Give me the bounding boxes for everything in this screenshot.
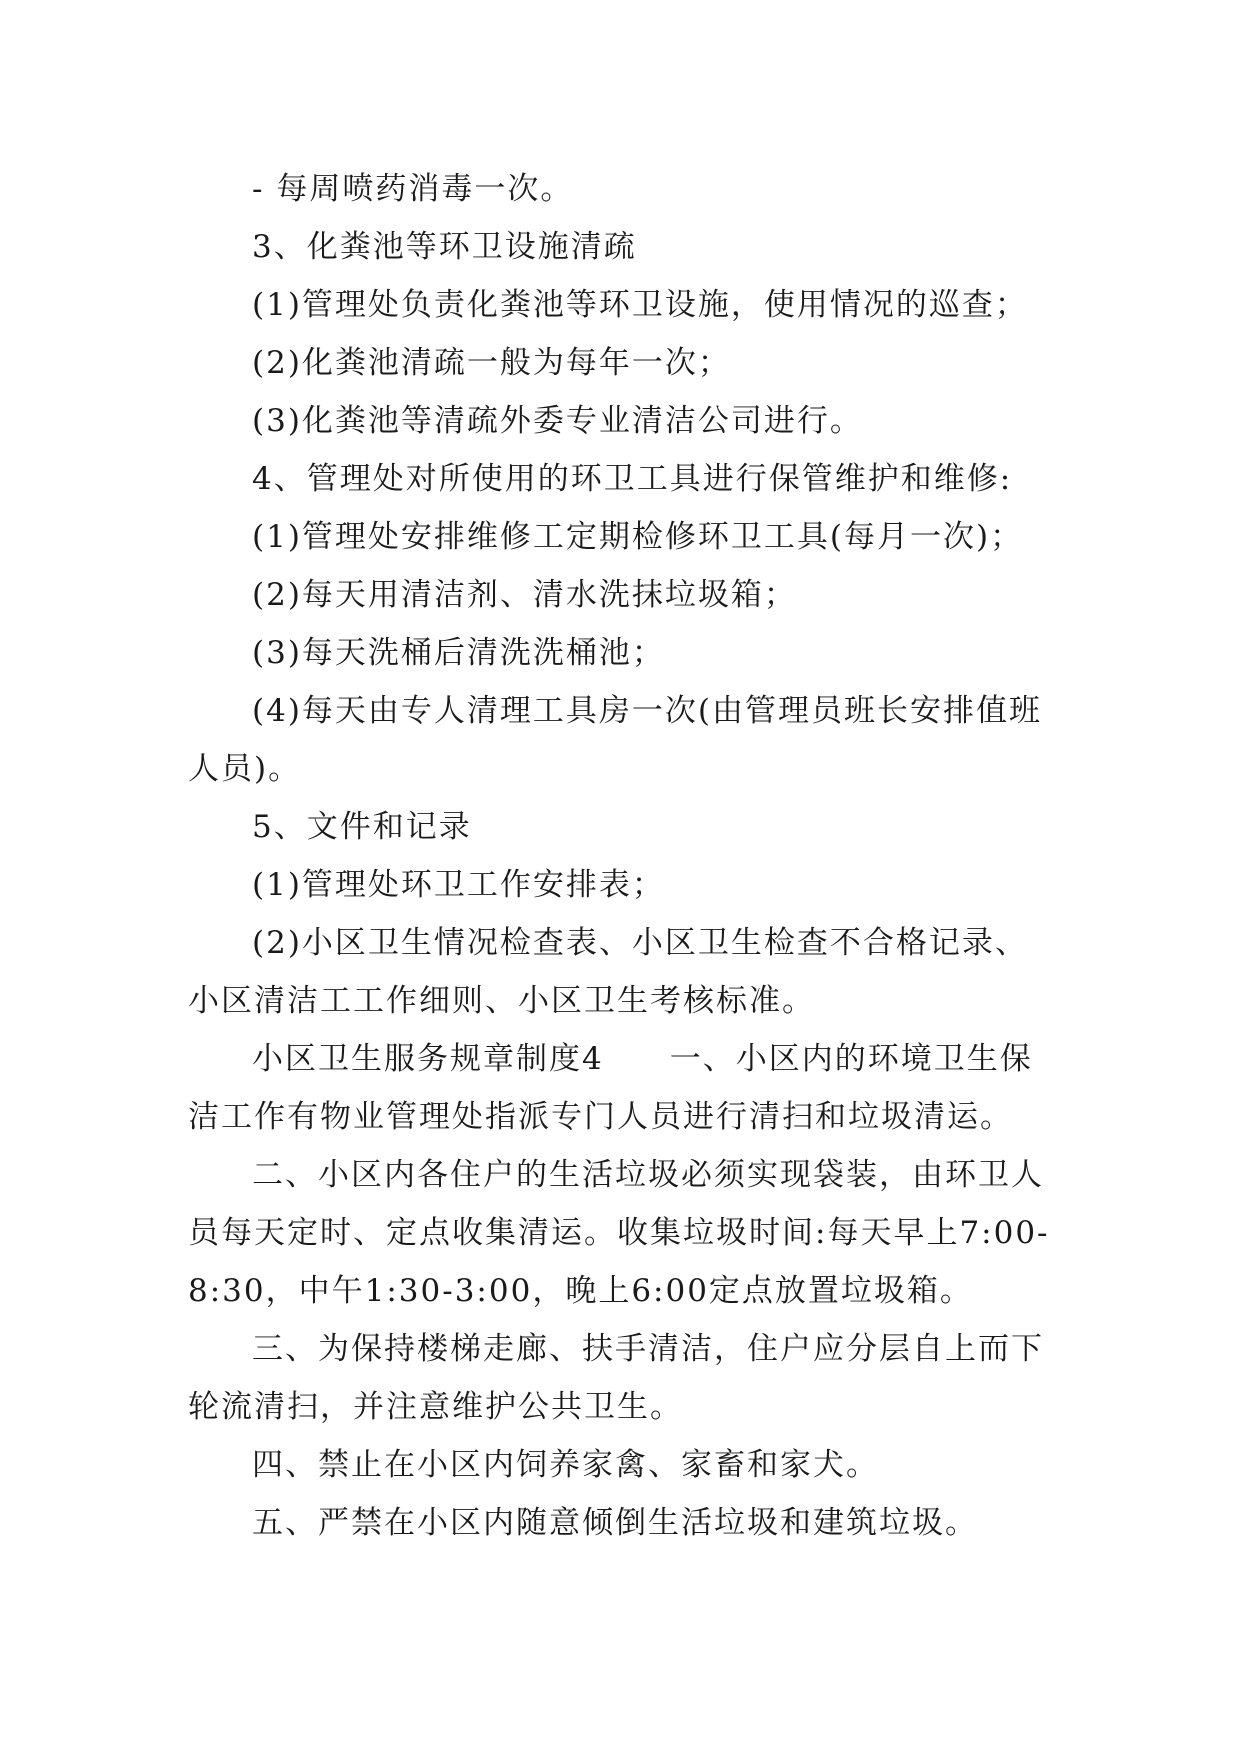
heading-tool-maintenance: 4、管理处对所使用的环卫工具进行保管维护和维修: [252, 461, 1013, 497]
paragraph-inspection-records: (2)小区卫生情况检查表、小区卫生检查不合格记录、小区清洁工工作细则、小区卫生考核标准。 [188, 925, 1028, 1019]
paragraph-regulation-1: 小区卫生服务规章制度4 一、小区内的环境卫生保洁工作有物业管理处指派专门人员进行清扫和垃圾清运。 [188, 1041, 1033, 1135]
paragraph-regulation-5: 五、严禁在小区内随意倾倒生活垃圾和建筑垃圾。 [252, 1505, 978, 1541]
heading-documents-records: 5、文件和记录 [252, 809, 472, 845]
paragraph-spray-disinfect: - 每周喷药消毒一次。 [252, 171, 574, 207]
paragraph-bin-washing: (2)每天用清洁剂、清水洗抹垃圾箱； [252, 577, 797, 613]
paragraph-regulation-2: 二、小区内各住户的生活垃圾必须实现袋装，由环卫人员每天定时、定点收集清运。收集垃圾时间:每天早上7:00-8:30，中午1:30-3:00，晚上6:00定点放置垃圾箱。 [188, 1157, 1050, 1309]
paragraph-regulation-3: 三、为保持楼梯走廊、扶手清洁，住户应分层自上而下轮流清扫，并注意维护公共卫生。 [188, 1331, 1044, 1425]
document-body [188, 160, 1056, 1552]
paragraph-schedule-table: (1)管理处环卫工作安排表； [252, 867, 665, 903]
paragraph-septic-outsourcing: (3)化粪池等清疏外委专业清洁公司进行。 [252, 403, 863, 439]
heading-septic-tank-cleaning: 3、化粪池等环卫设施清疏 [252, 229, 637, 265]
paragraph-regulation-4: 四、禁止在小区内饲养家禽、家畜和家犬。 [252, 1447, 879, 1483]
paragraph-septic-frequency: (2)化粪池清疏一般为每年一次； [252, 345, 731, 381]
paragraph-tool-room: (4)每天由专人清理工具房一次(由管理员班长安排值班人员)。 [188, 693, 1043, 787]
paragraph-bucket-pool: (3)每天洗桶后清洗洗桶池； [252, 635, 665, 671]
paragraph-tool-inspection: (1)管理处安排维修工定期检修环卫工具(每月一次)； [252, 519, 1024, 555]
paragraph-septic-inspection: (1)管理处负责化粪池等环卫设施，使用情况的巡查； [252, 287, 1028, 323]
